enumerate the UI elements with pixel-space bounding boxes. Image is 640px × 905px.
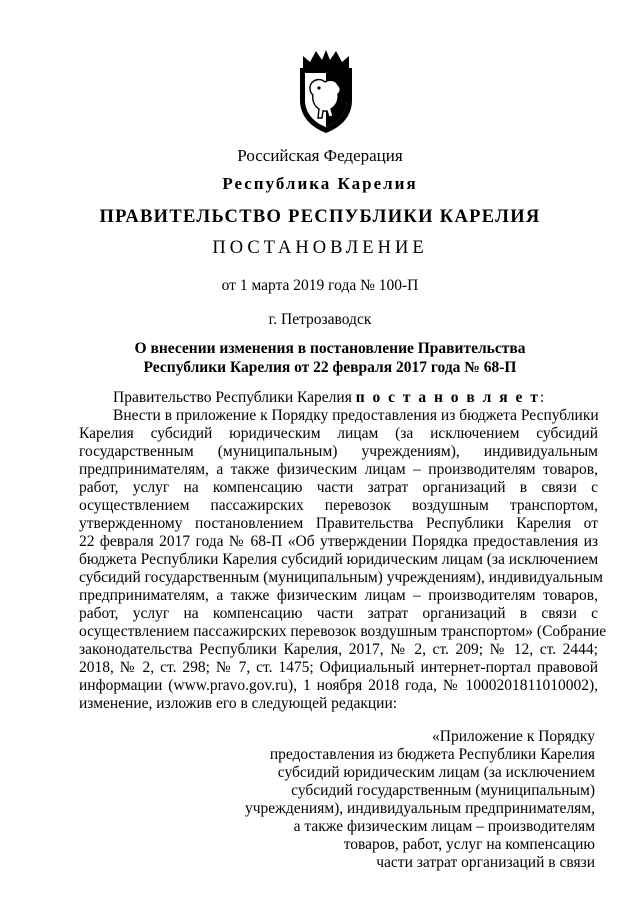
appendix-line: учреждениям), индивидуальным предпринимателям,: [244, 800, 595, 817]
document-type: ПОСТАНОВЛЕНИЕ: [212, 238, 428, 258]
coat-of-arms-emblem-icon: [297, 48, 355, 134]
document-subject: [80, 339, 580, 377]
document-city: г. Петрозаводск: [268, 311, 372, 328]
subject-line: Республики Карелия от 22 февраля 2017 года № 68-П: [143, 359, 517, 376]
paragraph-line: государственным (муниципальным) учреждениям), индивидуальным: [79, 443, 598, 460]
intro-verb: п о с т а н о в л я е т: [355, 389, 540, 406]
document-date-number: от 1 марта 2019 года № 100-П: [221, 277, 419, 294]
appendix-line: части затрат организаций в связи: [376, 854, 595, 871]
paragraph-line: работ, услуг на компенсацию части затрат организаций в связи с: [79, 605, 598, 622]
paragraph-line: осуществлением пассажирских перевозок воздушным транспортом» (Собрание: [79, 623, 607, 640]
appendix-line: предоставления из бюджета Республики Карелия: [269, 746, 595, 763]
paragraph-line: законодательства Республики Карелия, 2017, № 2, ст. 209; № 12, ст. 2444;: [79, 641, 598, 658]
paragraph-line: изменение, изложив его в следующей редакции:: [79, 695, 398, 712]
intro-suffix: :: [539, 389, 545, 406]
paragraph-line: утвержденному постановлением Правительства Республики Карелия от: [79, 515, 598, 532]
paragraph-line: информации (www.pravo.gov.ru), 1 ноября 2018 года, № 1000201811010002),: [79, 677, 598, 694]
paragraph-line: Внести в приложение к Порядку предоставления из бюджета Республики: [113, 407, 599, 424]
republic-title: Республика Карелия: [222, 174, 418, 193]
intro-prefix: Правительство Республики Карелия: [113, 389, 356, 406]
paragraph-line: работ, услуг на компенсацию части затрат организаций в связи с: [79, 479, 598, 496]
appendix-line: субсидий юридическим лицам (за исключением: [277, 764, 595, 781]
intro-line: [113, 389, 544, 407]
paragraph-line: 2018, № 2, ст. 298; № 7, ст. 1475; Официальный интернет-портал правовой: [79, 659, 598, 676]
subject-line: О внесении изменения в постановление Правительства: [134, 340, 526, 357]
paragraph-line: Карелия субсидий юридическим лицам (за исключением субсидий: [79, 425, 598, 442]
paragraph-line: предпринимателям, а также физическим лицам – производителям товаров,: [79, 587, 598, 604]
paragraph-line: бюджета Республики Карелия субсидий юридическим лицам (за исключением: [79, 551, 599, 568]
government-title: ПРАВИТЕЛЬСТВО РЕСПУБЛИКИ КАРЕЛИЯ: [99, 207, 541, 227]
paragraph-line: осуществлением пассажирских перевозок воздушным транспортом,: [79, 497, 598, 514]
paragraph-line: 22 февраля 2017 года № 68-П «Об утверждении Порядка предоставления из: [79, 533, 598, 550]
appendix-line: «Приложение к Порядку: [432, 728, 595, 745]
appendix-line: товаров, работ, услуг на компенсацию: [343, 836, 595, 853]
federation-title: Российская Федерация: [237, 146, 403, 165]
paragraph-line: субсидий государственным (муниципальным) учреждениям), индивидуальным: [79, 569, 603, 586]
appendix-line: субсидий государственным (муниципальным): [291, 782, 595, 799]
appendix-line: а также физическим лицам – производителям: [293, 818, 595, 835]
paragraph-line: предпринимателям, а также физическим лицам – производителям товаров,: [79, 461, 598, 478]
